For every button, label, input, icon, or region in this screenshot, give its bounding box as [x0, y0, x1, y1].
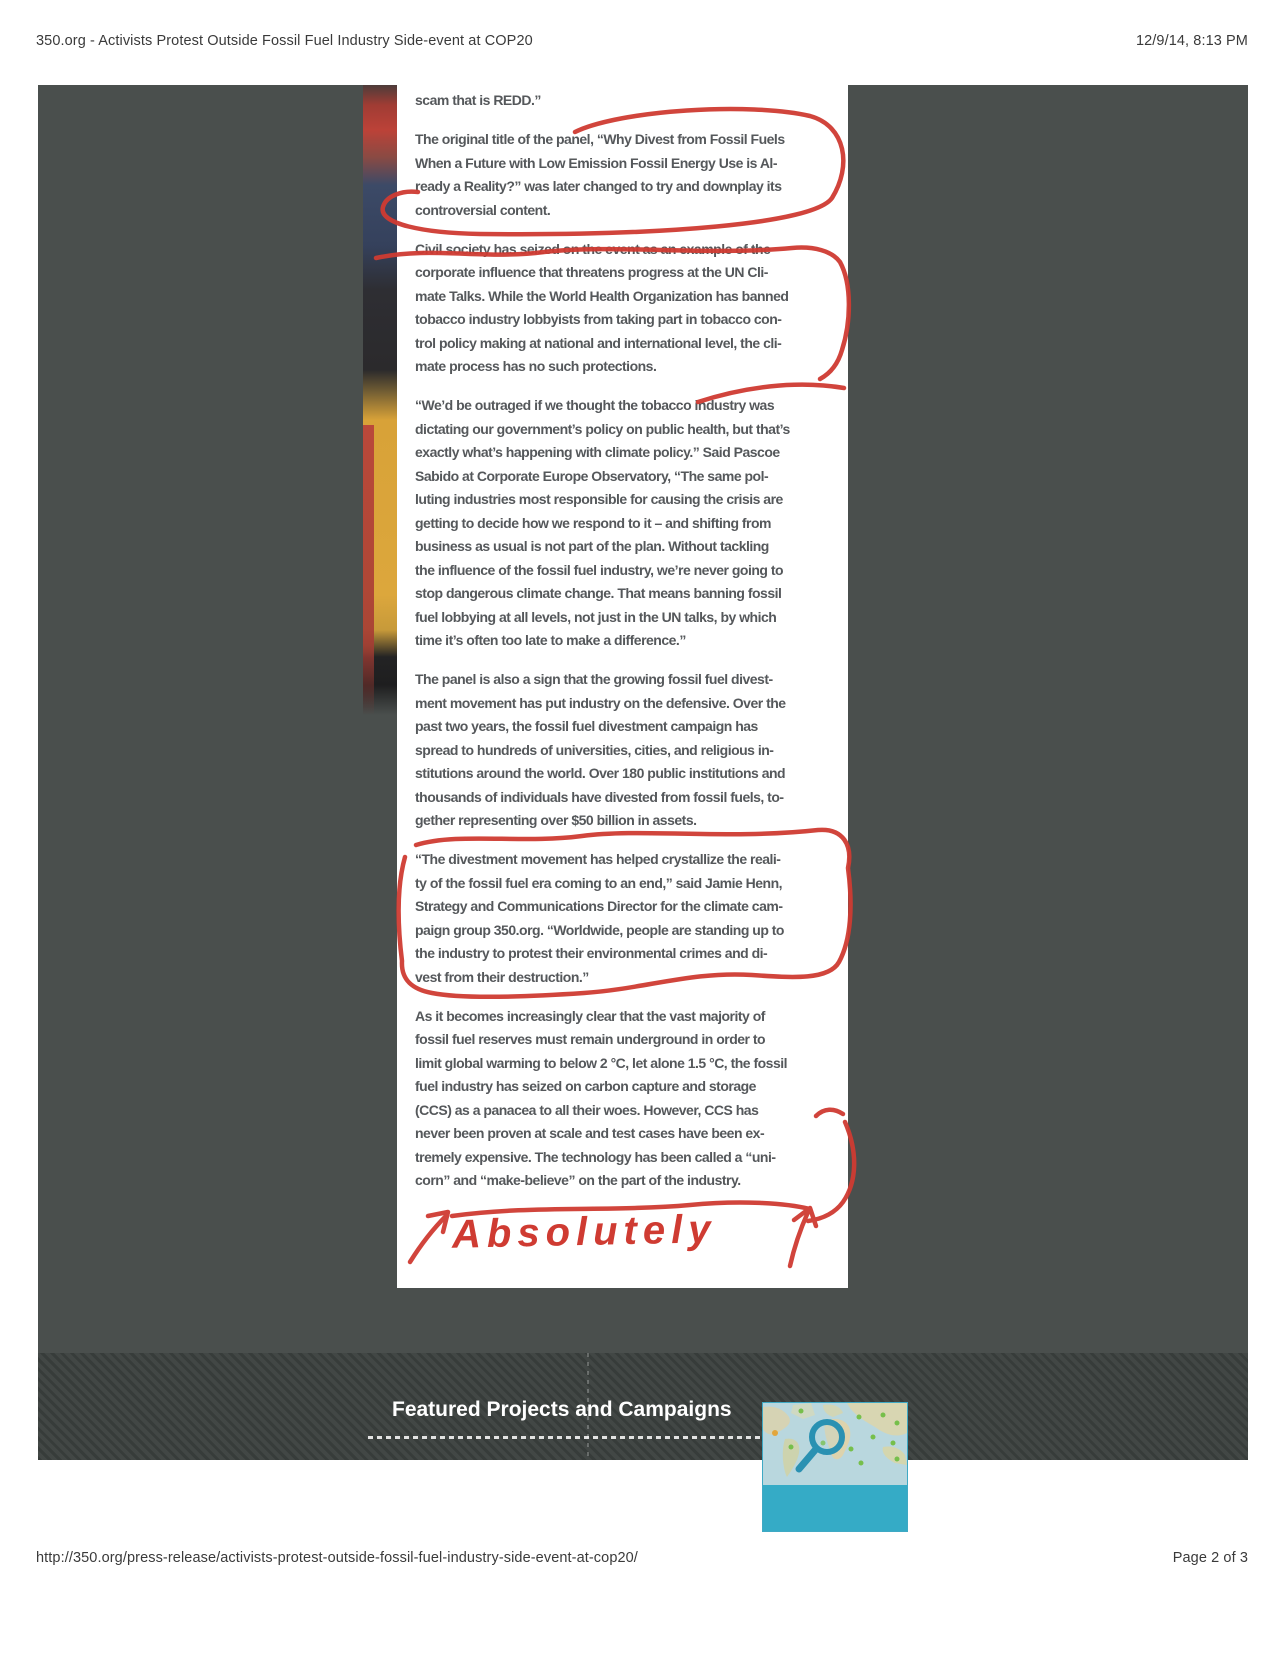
article-body — [415, 89, 848, 1193]
article-line: getting to decide how we respond to it – and shifting from — [415, 514, 771, 531]
article-line: trol policy making at national and international level, the cli- — [415, 334, 782, 351]
article-line: Sabido at Corporate Europe Observatory, “The same pol- — [415, 467, 769, 484]
article-line: paign group 350.org. “Worldwide, people are standing up to — [415, 921, 784, 938]
article-line: limit global warming to below 2 °C, let alone 1.5 °C, the fossil — [415, 1054, 788, 1071]
protest-photo-strip — [363, 85, 397, 715]
article-line: never been proven at scale and test cases have been ex- — [415, 1125, 765, 1141]
photo-red-flag-stripe — [363, 425, 374, 715]
article-paragraph — [415, 394, 848, 653]
article-line: “The divestment movement has helped crystallize the reali- — [415, 851, 781, 867]
article-line: mate process has no such protections. — [415, 358, 657, 374]
article-line: stop dangerous climate change. That means banning fossil — [415, 585, 782, 601]
article-line: luting industries most responsible for causing the crisis are — [415, 491, 783, 507]
article-line: time it’s often too late to make a difference.” — [415, 632, 686, 648]
article-line: past two years, the fossil fuel divestment campaign has — [415, 718, 758, 734]
handwritten-note: Absolutely — [451, 1207, 717, 1257]
article-line: Strategy and Communications Director for the climate cam- — [415, 898, 783, 914]
page-number: Page 2 of 3 — [1172, 1550, 1248, 1566]
article-line: scam that is REDD.” — [415, 92, 541, 108]
article-line: fossil fuel reserves must remain underground in order to — [415, 1031, 766, 1047]
article-line: tremely expensive. The technology has been called a “uni- — [415, 1148, 776, 1165]
article-paragraph — [415, 848, 848, 989]
article-line: fuel lobbying at all levels, not just in the UN talks, by which — [415, 608, 777, 625]
article-paragraph — [415, 89, 848, 113]
article-line: vest from their destruction.” — [415, 968, 589, 985]
dotted-divider — [368, 1436, 760, 1439]
article-line: dictating our government’s policy on public health, but that’s — [415, 420, 790, 437]
vertical-dashed-divider — [587, 1353, 589, 1457]
featured-heading: Featured Projects and Campaigns — [392, 1398, 732, 1421]
article-line: When a Future with Low Emission Fossil Energy Use is Al- — [415, 154, 777, 171]
article-line: ty of the fossil fuel era coming to an end,” said Jamie Henn, — [415, 874, 783, 891]
article-line: the industry to protest their environmental crimes and di- — [415, 945, 768, 961]
article-column — [397, 85, 848, 1288]
source-url: http://350.org/press-release/activists-protest-outside-fossil-fuel-industry-side-event-at-cop20/ — [36, 1550, 638, 1566]
article-line: gether representing over $50 billion in assets. — [415, 812, 697, 828]
article-paragraph — [415, 668, 848, 833]
article-line: ment movement has put industry on the defensive. Over the — [415, 694, 786, 711]
article-line: ready a Reality?” was later changed to try and downplay its — [415, 178, 782, 194]
article-paragraph — [415, 1005, 848, 1193]
article-line: exactly what’s happening with climate policy.” Said Pascoe — [415, 444, 780, 460]
document-title: 350.org - Activists Protest Outside Fossil Fuel Industry Side-event at COP20 — [36, 33, 533, 49]
article-paragraph — [415, 128, 848, 222]
article-line: The original title of the panel, “Why Divest from Fossil Fuels — [415, 131, 785, 147]
article-paragraph — [415, 238, 848, 379]
world-map-thumbnail — [762, 1402, 908, 1532]
article-line: corporate influence that threatens progress at the UN Cli- — [415, 264, 768, 280]
article-line: “We’d be outraged if we thought the tobacco industry was — [415, 397, 775, 413]
article-line: fuel industry has seized on carbon capture and storage — [415, 1078, 756, 1094]
article-line: corn” and “make-believe” on the part of the industry. — [415, 1172, 741, 1188]
article-line: (CCS) as a panacea to all their woes. However, CCS has — [415, 1101, 759, 1118]
world-map-with-magnifier-icon — [763, 1403, 907, 1531]
article-line: As it becomes increasingly clear that the vast majority of — [415, 1007, 765, 1024]
article-line: the influence of the fossil fuel industry, we’re never going to — [415, 561, 784, 578]
article-line: The panel is also a sign that the growing fossil fuel divest- — [415, 671, 773, 687]
article-line: stitutions around the world. Over 180 public institutions and — [415, 765, 786, 781]
print-timestamp: 12/9/14, 8:13 PM — [1135, 33, 1248, 49]
article-line: business as usual is not part of the plan. Without tackling — [415, 538, 769, 554]
article-line: controversial content. — [415, 201, 551, 218]
article-line: tobacco industry lobbyists from taking part in tobacco con- — [415, 311, 782, 327]
article-line: thousands of individuals have divested from fossil fuels, to- — [415, 788, 784, 805]
article-line: spread to hundreds of universities, cities, and religious in- — [415, 741, 774, 758]
article-line: mate Talks. While the World Health Organization has banned — [415, 287, 789, 304]
article-line: Civil society has seized on the event as an example of the — [415, 240, 771, 257]
